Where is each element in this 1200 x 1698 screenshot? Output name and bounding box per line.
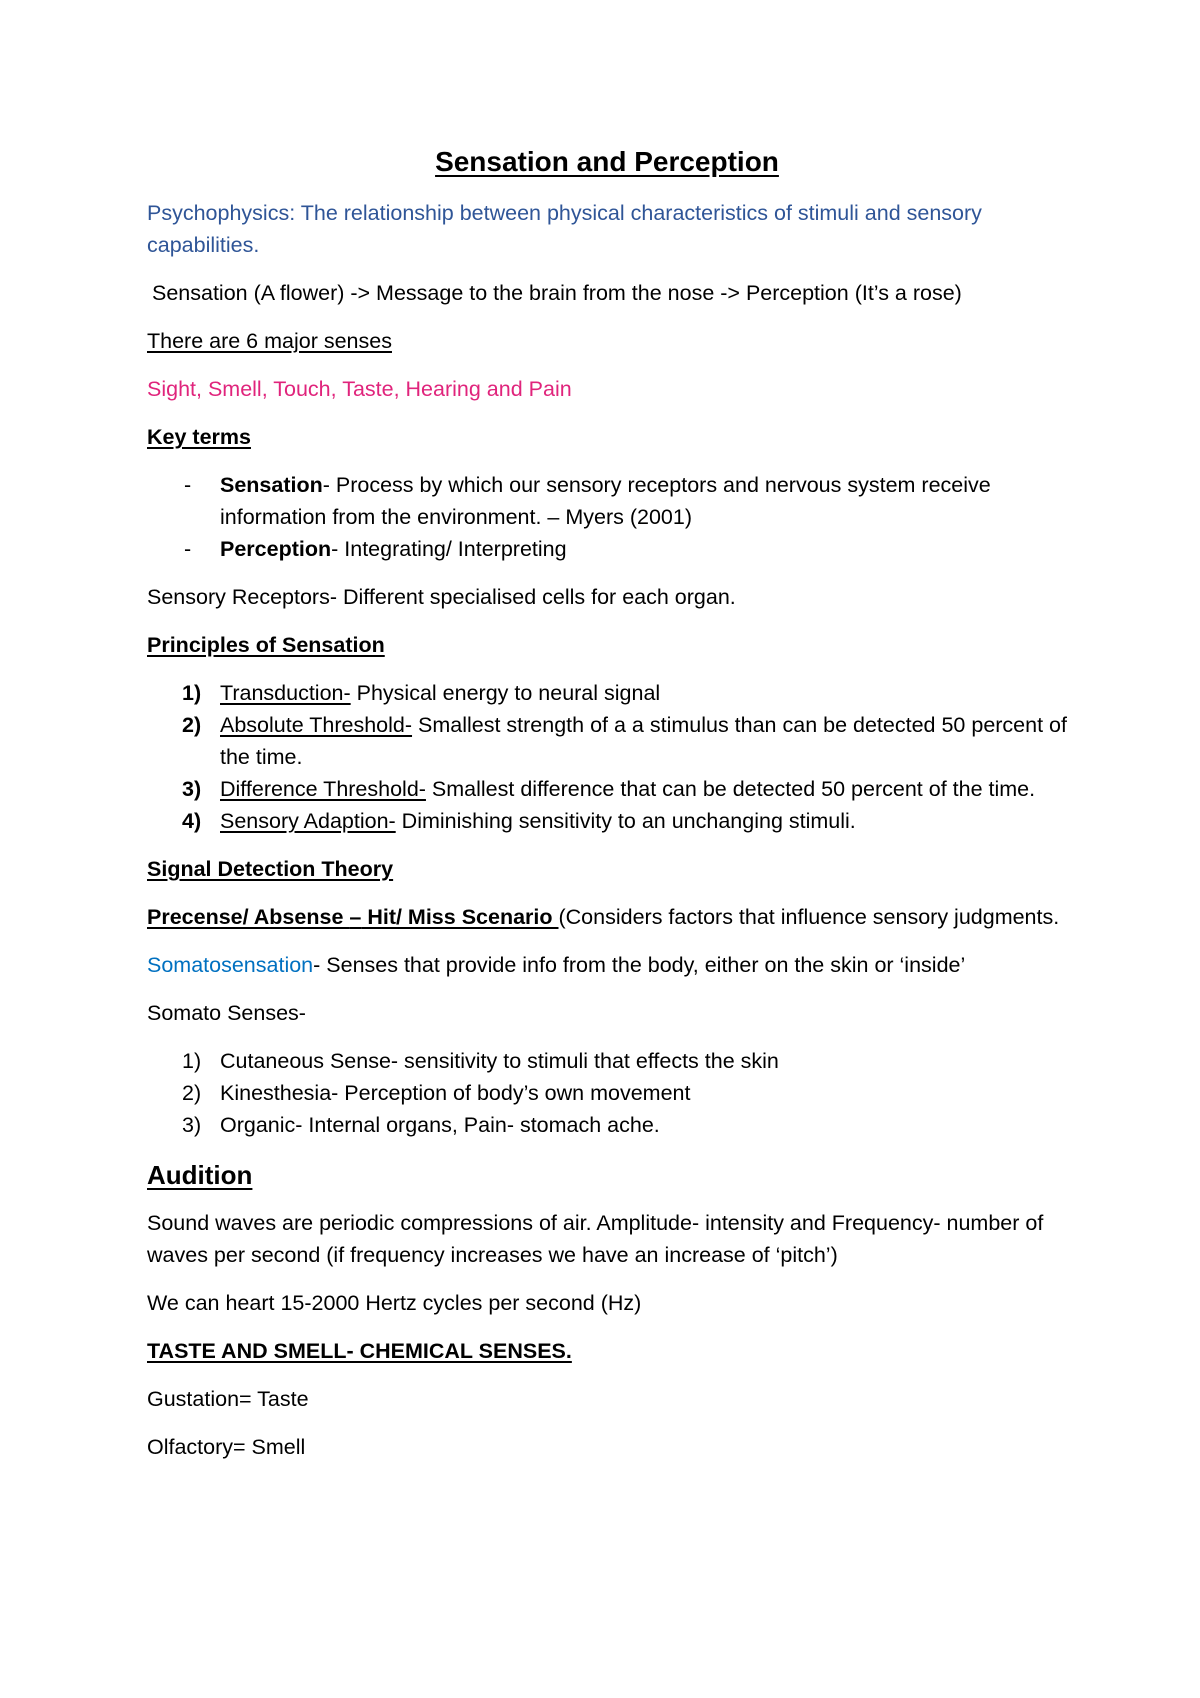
- list-marker: 4): [182, 809, 202, 833]
- term: Sensory Adaption-: [220, 809, 396, 833]
- list-marker: 2): [182, 713, 202, 737]
- list-item: [147, 773, 1067, 805]
- list-text: Cutaneous Sense- sensitivity to stimuli that effects the skin: [220, 1049, 779, 1073]
- definition: Diminishing sensitivity to an unchanging stimuli.: [395, 809, 856, 833]
- principles-list: [147, 677, 1067, 837]
- list-text: Kinesthesia- Perception of body’s own movement: [220, 1081, 691, 1105]
- list-marker: -: [184, 473, 192, 497]
- definition: - Process by which our sensory receptors and nervous system receive information from the environment. – Myers (2001): [220, 473, 991, 529]
- presence-heading-dash: –: [349, 905, 362, 929]
- list-marker: 3): [182, 777, 202, 801]
- somatosensation-term: Somatosensation: [147, 953, 314, 977]
- chemical-senses-heading: TASTE AND SMELL- CHEMICAL SENSES.: [147, 1339, 572, 1363]
- presence-text: (Considers factors that influence sensory judgments.: [558, 905, 1060, 929]
- list-item: [147, 1077, 1067, 1109]
- list-item: [147, 805, 1067, 837]
- term: Perception: [220, 537, 332, 561]
- audition-text: Sound waves are periodic compressions of air. Amplitude- intensity and Frequency- number of waves per second (if frequency increases we have an increase of ‘pitch’): [147, 1211, 1044, 1267]
- definition: - Integrating/ Interpreting: [331, 537, 567, 561]
- definition: Physical energy to neural signal: [350, 681, 661, 705]
- presence-heading-part: Hit/ Miss Scenario: [361, 905, 559, 929]
- olfactory: Olfactory= Smell: [147, 1435, 306, 1459]
- list-item: [147, 1045, 1067, 1077]
- somato-senses-list: [147, 1045, 1067, 1141]
- gustation: Gustation= Taste: [147, 1387, 309, 1411]
- sensation-flow: Sensation (A flower) -> Message to the brain from the nose -> Perception (It’s a rose): [152, 281, 962, 305]
- list-item: [147, 1109, 1067, 1141]
- principles-heading: Principles of Sensation: [147, 633, 385, 657]
- key-terms-list: [147, 469, 1067, 565]
- somatosensation-paragraph: [147, 949, 1067, 981]
- definition: Smallest strength of a a stimulus than can be detected 50 percent of the time.: [220, 713, 1067, 769]
- list-marker: 1): [182, 681, 202, 705]
- signal-detection-heading: Signal Detection Theory: [147, 857, 394, 881]
- list-item: [147, 677, 1067, 709]
- list-item: [147, 533, 1067, 565]
- document-page: [147, 140, 1067, 1479]
- list-marker: 2): [182, 1081, 202, 1105]
- page-title: Sensation and Perception: [435, 146, 779, 177]
- term: Difference Threshold-: [220, 777, 426, 801]
- presence-paragraph: [147, 901, 1067, 933]
- presence-heading-part: Precense/ Absense: [147, 905, 350, 929]
- major-senses-list: Sight, Smell, Touch, Taste, Hearing and Pain: [147, 377, 572, 401]
- audition-heading: Audition: [147, 1160, 253, 1190]
- term: Sensation: [220, 473, 323, 497]
- key-terms-heading: Key terms: [147, 425, 251, 449]
- list-marker: 1): [182, 1049, 202, 1073]
- somato-senses-label: Somato Senses-: [147, 1001, 306, 1025]
- list-item: [147, 709, 1067, 773]
- list-text: Organic- Internal organs, Pain- stomach ache.: [220, 1113, 660, 1137]
- list-item: [147, 469, 1067, 533]
- sensory-receptors: Sensory Receptors- Different specialised cells for each organ.: [147, 585, 736, 609]
- list-marker: -: [184, 537, 192, 561]
- psychophysics-definition: Psychophysics: The relationship between physical characteristics of stimuli and sensory capabilities.: [147, 201, 982, 257]
- definition: Smallest difference that can be detected 50 percent of the time.: [425, 777, 1036, 801]
- term: Absolute Threshold-: [220, 713, 413, 737]
- list-marker: 3): [182, 1113, 202, 1137]
- somatosensation-text: - Senses that provide info from the body, either on the skin or ‘inside’: [313, 953, 966, 977]
- term: Transduction-: [220, 681, 351, 705]
- major-senses-heading: There are 6 major senses: [147, 329, 392, 353]
- hearing-range: We can heart 15-2000 Hertz cycles per second (Hz): [147, 1291, 642, 1315]
